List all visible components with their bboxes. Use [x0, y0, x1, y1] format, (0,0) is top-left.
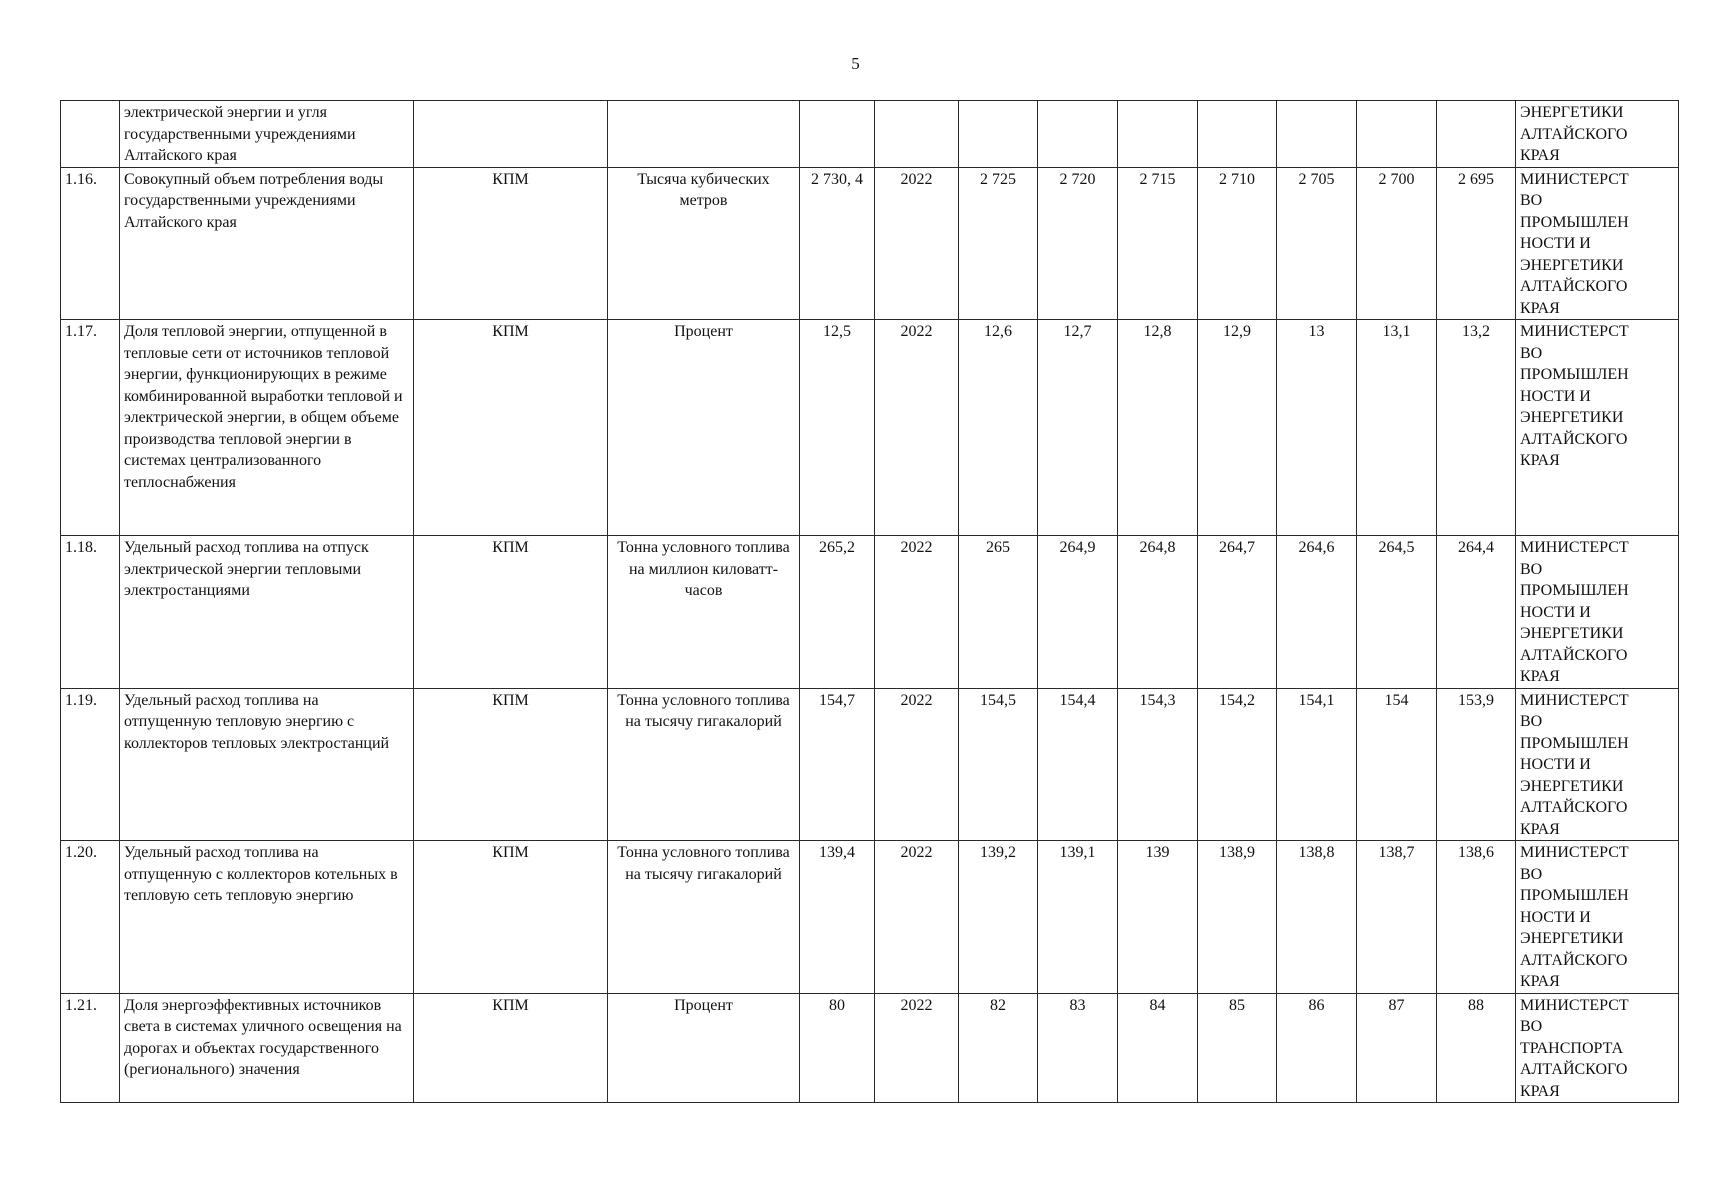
value-cell: 139: [1118, 841, 1198, 994]
indicator-name: Доля энергоэффективных источников света в системах уличного освещения на дорогах и объектах государственного (регионального) значения: [120, 993, 414, 1103]
value-cell: 13,2: [1437, 320, 1516, 536]
responsible-line: МИНИСТЕРСТ: [1520, 691, 1629, 709]
table-row: [61, 841, 1679, 994]
value-cell: 139,4: [800, 841, 875, 994]
responsible-line: НОСТИ И: [1520, 387, 1591, 405]
value-cell: 12,7: [1038, 320, 1118, 536]
responsible-line: МИНИСТЕРСТ: [1520, 170, 1629, 188]
unit-of-measure: Тонна условного топлива на тысячу гигакалорий: [608, 688, 800, 841]
indicator-type: КПМ: [414, 841, 608, 994]
value-cell: 264,9: [1038, 536, 1118, 689]
value-cell: 154: [1357, 688, 1437, 841]
unit-of-measure: Процент: [608, 993, 800, 1103]
value-cell: 2 695: [1437, 167, 1516, 320]
value-cell: 2 730, 4: [800, 167, 875, 320]
value-cell: 138,9: [1198, 841, 1277, 994]
value-cell: 84: [1118, 993, 1198, 1103]
value-cell: 139,1: [1038, 841, 1118, 994]
responsible-line: МИНИСТЕРСТ: [1520, 323, 1629, 340]
value-cell: 2022: [875, 536, 959, 689]
responsible-line: ПРОМЫШЛЕН: [1520, 734, 1629, 752]
responsible-line: НОСТИ И: [1520, 756, 1591, 773]
indicator-type: КПМ: [414, 993, 608, 1103]
responsible-line: АЛТАЙСКОГО: [1520, 278, 1628, 295]
value-cell: 2 710: [1198, 167, 1277, 320]
value-cell: 265: [959, 536, 1038, 689]
responsible-line: ПРОМЫШЛЕН: [1520, 213, 1629, 231]
indicator-name: Удельный расход топлива на отпущенную с коллекторов котельных в тепловую сеть тепловую энергию: [120, 841, 414, 994]
responsible-line: ВО: [1520, 1018, 1543, 1035]
indicator-type: КПМ: [414, 536, 608, 689]
value-cell: 80: [800, 993, 875, 1103]
value-cell: 264,6: [1277, 536, 1357, 689]
unit-of-measure: Тонна условного топлива на миллион киловатт-часов: [608, 536, 800, 689]
responsible-line: КРАЯ: [1520, 452, 1560, 469]
value-cell: 153,9: [1437, 688, 1516, 841]
value-cell: 13: [1277, 320, 1357, 536]
row-number: 1.20.: [61, 841, 120, 994]
value-cell: 264,7: [1198, 536, 1277, 689]
responsible-body: [1516, 320, 1679, 536]
responsible-line: АЛТАЙСКОГО: [1520, 646, 1628, 664]
table-row: [61, 536, 1679, 689]
responsible-line: КРАЯ: [1520, 820, 1560, 838]
value-cell: 12,9: [1198, 320, 1277, 536]
responsible-line: НОСТИ И: [1520, 235, 1591, 252]
row-number: [61, 101, 120, 168]
indicator-name: Доля тепловой энергии, отпущенной в тепловые сети от источников тепловой энергии, функционирующих в режиме комбинированной выработки тепловой и электрической энергии, в общем объеме производства тепловой энергии в системах централизованного теплоснабжения: [120, 320, 414, 536]
value-cell: [1437, 101, 1516, 168]
value-cell: 2022: [875, 993, 959, 1103]
value-cell: 154,1: [1277, 688, 1357, 841]
responsible-body: [1516, 841, 1679, 994]
responsible-line: ПРОМЫШЛЕН: [1520, 366, 1629, 383]
indicator-name: Удельный расход топлива на отпуск электрической энергии тепловыми электростанциями: [120, 536, 414, 689]
value-cell: 154,7: [800, 688, 875, 841]
value-cell: 265,2: [800, 536, 875, 689]
responsible-line: ВО: [1520, 713, 1543, 730]
responsible-line: АЛТАЙСКОГО: [1520, 1061, 1628, 1078]
value-cell: [800, 101, 875, 168]
value-cell: 139,2: [959, 841, 1038, 994]
responsible-line: НОСТИ И: [1520, 908, 1591, 926]
responsible-line: АЛТАЙСКОГО: [1520, 430, 1628, 448]
responsible-line: КРАЯ: [1520, 668, 1560, 685]
unit-of-measure: [608, 101, 800, 168]
value-cell: [959, 101, 1038, 168]
value-cell: 138,7: [1357, 841, 1437, 994]
responsible-line: ВО: [1520, 560, 1543, 578]
indicator-type: КПМ: [414, 320, 608, 536]
value-cell: 154,2: [1198, 688, 1277, 841]
responsible-line: ЭНЕРГЕТИКИ: [1520, 930, 1624, 947]
indicators-table: [60, 100, 1679, 1103]
responsible-body: [1516, 167, 1679, 320]
value-cell: 82: [959, 993, 1038, 1103]
responsible-body: [1516, 536, 1679, 689]
table-row: [61, 993, 1679, 1103]
responsible-line: ЭНЕРГЕТИКИ: [1520, 777, 1624, 795]
responsible-line: ПРОМЫШЛЕН: [1520, 887, 1629, 904]
value-cell: 2 705: [1277, 167, 1357, 320]
table-row: [61, 320, 1679, 536]
responsible-line: КРАЯ: [1520, 299, 1560, 317]
row-number: 1.19.: [61, 688, 120, 841]
table-row: [61, 688, 1679, 841]
responsible-line: АЛТАЙСКОГО: [1520, 125, 1628, 143]
value-cell: 86: [1277, 993, 1357, 1103]
value-cell: 154,4: [1038, 688, 1118, 841]
value-cell: [1118, 101, 1198, 168]
responsible-body: [1516, 688, 1679, 841]
value-cell: 154,3: [1118, 688, 1198, 841]
value-cell: 2 700: [1357, 167, 1437, 320]
value-cell: 154,5: [959, 688, 1038, 841]
responsible-line: ЭНЕРГЕТИКИ: [1520, 256, 1624, 274]
unit-of-measure: Процент: [608, 320, 800, 536]
value-cell: 2 715: [1118, 167, 1198, 320]
responsible-line: АЛТАЙСКОГО: [1520, 799, 1628, 816]
value-cell: 88: [1437, 993, 1516, 1103]
responsible-line: ЭНЕРГЕТИКИ: [1520, 409, 1624, 426]
indicator-name: электрической энергии и угля государственными учреждениями Алтайского края: [120, 101, 414, 168]
value-cell: 138,6: [1437, 841, 1516, 994]
responsible-body: [1516, 101, 1679, 168]
value-cell: 12,5: [800, 320, 875, 536]
responsible-line: АЛТАЙСКОГО: [1520, 951, 1628, 969]
responsible-line: МИНИСТЕРСТ: [1520, 844, 1629, 861]
value-cell: 85: [1198, 993, 1277, 1103]
responsible-line: МИНИСТЕРСТ: [1520, 996, 1629, 1014]
value-cell: 2022: [875, 320, 959, 536]
indicator-type: КПМ: [414, 688, 608, 841]
indicator-name: Удельный расход топлива на отпущенную тепловую энергию с коллекторов тепловых электростанций: [120, 688, 414, 841]
indicator-name: Совокупный объем потребления воды государственными учреждениями Алтайского края: [120, 167, 414, 320]
value-cell: [1277, 101, 1357, 168]
indicator-type: КПМ: [414, 167, 608, 320]
value-cell: [1357, 101, 1437, 168]
value-cell: 264,4: [1437, 536, 1516, 689]
responsible-line: КРАЯ: [1520, 147, 1560, 164]
value-cell: [1038, 101, 1118, 168]
row-number: 1.17.: [61, 320, 120, 536]
row-number: 1.16.: [61, 167, 120, 320]
unit-of-measure: Тысяча кубических метров: [608, 167, 800, 320]
table-row: [61, 167, 1679, 320]
responsible-line: НОСТИ И: [1520, 603, 1591, 621]
value-cell: 12,8: [1118, 320, 1198, 536]
responsible-line: КРАЯ: [1520, 1082, 1560, 1100]
value-cell: 2 725: [959, 167, 1038, 320]
value-cell: 13,1: [1357, 320, 1437, 536]
responsible-line: ПРОМЫШЛЕН: [1520, 582, 1629, 599]
responsible-line: ВО: [1520, 192, 1543, 209]
value-cell: 2022: [875, 688, 959, 841]
value-cell: 2 720: [1038, 167, 1118, 320]
value-cell: 87: [1357, 993, 1437, 1103]
row-number: 1.18.: [61, 536, 120, 689]
responsible-line: ТРАНСПОРТА: [1520, 1039, 1624, 1057]
value-cell: 2022: [875, 841, 959, 994]
responsible-line: ЭНЕРГЕТИКИ: [1520, 625, 1624, 642]
indicator-type: [414, 101, 608, 168]
value-cell: [875, 101, 959, 168]
responsible-line: МИНИСТЕРСТ: [1520, 539, 1629, 556]
value-cell: 12,6: [959, 320, 1038, 536]
responsible-line: КРАЯ: [1520, 973, 1560, 990]
row-number: 1.21.: [61, 993, 120, 1103]
table-row: [61, 101, 1679, 168]
responsible-line: ЭНЕРГЕТИКИ: [1520, 104, 1624, 121]
value-cell: [1198, 101, 1277, 168]
value-cell: 138,8: [1277, 841, 1357, 994]
page-number: 5: [851, 54, 860, 73]
responsible-body: [1516, 993, 1679, 1103]
responsible-line: ВО: [1520, 865, 1543, 883]
unit-of-measure: Тонна условного топлива на тысячу гигакалорий: [608, 841, 800, 994]
value-cell: 2022: [875, 167, 959, 320]
value-cell: 83: [1038, 993, 1118, 1103]
responsible-line: ВО: [1520, 344, 1543, 362]
value-cell: 264,8: [1118, 536, 1198, 689]
value-cell: 264,5: [1357, 536, 1437, 689]
